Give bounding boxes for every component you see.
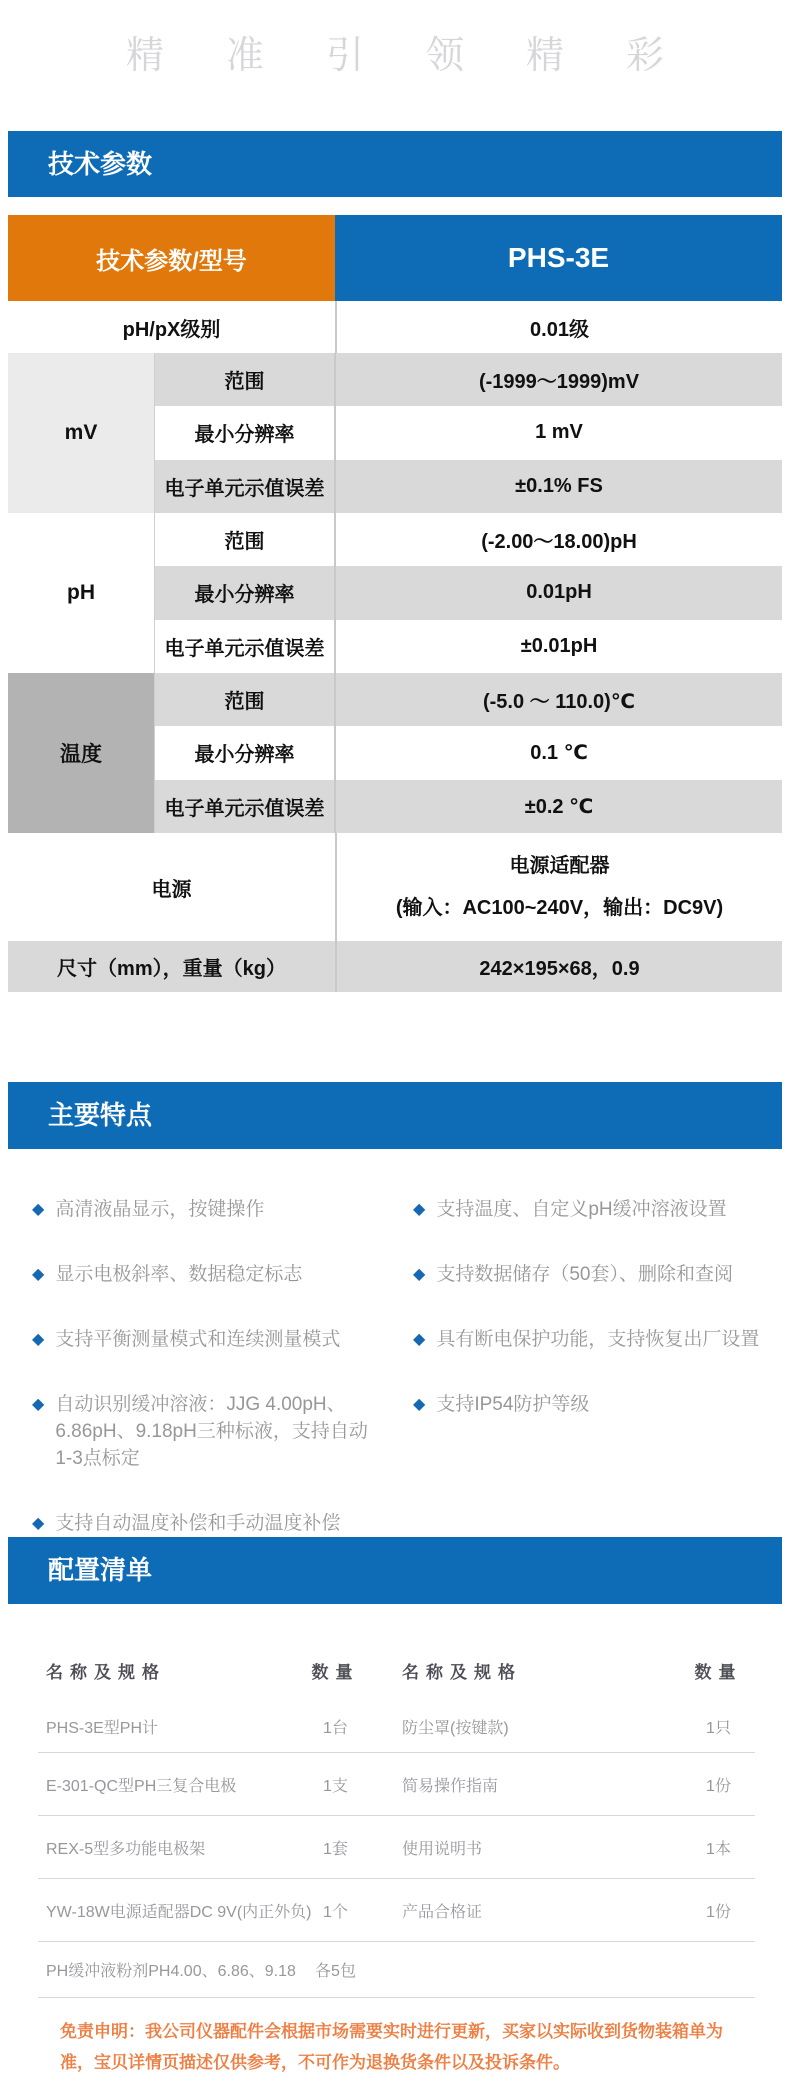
spec-row-size-value: 242×195×68，0.9 xyxy=(335,941,782,992)
config-item-name: 使用说明书 xyxy=(402,1840,483,1858)
disclaimer-text: 免责申明：我公司仪器配件会根据市场需要实时进行更新，买家以实际收到货物装箱单为准，宝贝详情页描述仅供参考，不可作为退换货条件以及投诉条件。 xyxy=(60,2022,723,2072)
row-value: 1 mV xyxy=(334,406,782,459)
config-row xyxy=(38,1700,755,1753)
spec-row-power-value xyxy=(335,833,782,941)
spec-group-temperature-label: 温度 xyxy=(8,673,155,833)
features-column-left xyxy=(32,1196,384,1575)
config-item-name: YW-18W电源适配器DC 9V(内正外负) xyxy=(46,1903,312,1921)
feature-item xyxy=(413,1261,773,1288)
row-label: 范围 xyxy=(224,691,265,714)
config-item-name: E-301-QC型PH三复合电极 xyxy=(46,1777,237,1795)
diamond-bullet-icon: ◆ xyxy=(32,1396,45,1413)
row-value: ±0.2 ℃ xyxy=(334,780,782,833)
diamond-bullet-icon: ◆ xyxy=(413,1201,426,1218)
feature-item xyxy=(413,1196,773,1223)
feature-item xyxy=(32,1326,384,1353)
diamond-bullet-icon: ◆ xyxy=(413,1396,426,1413)
feature-item xyxy=(32,1261,384,1288)
diamond-bullet-icon: ◆ xyxy=(32,1331,45,1348)
feature-text: 支持温度、自定义pH缓冲溶液设置 xyxy=(436,1199,727,1220)
config-item-qty: 1份 xyxy=(706,1777,731,1795)
spec-group-mv-label: mV xyxy=(8,353,155,513)
config-item-qty: 1份 xyxy=(706,1903,731,1921)
section-title-config-list: 配置清单 xyxy=(8,1537,782,1604)
config-header-name-1: 名称及规格 xyxy=(46,1662,166,1682)
power-value-line2: (输入：AC100~240V，输出：DC9V) xyxy=(395,897,724,919)
diamond-bullet-icon: ◆ xyxy=(413,1331,426,1348)
spec-row-grade xyxy=(8,301,782,353)
feature-item xyxy=(413,1326,773,1353)
config-header-qty-2: 数量 xyxy=(694,1662,743,1682)
config-item-qty: 1本 xyxy=(706,1840,731,1858)
config-item-qty: 1套 xyxy=(323,1840,348,1858)
row-label: 最小分辨率 xyxy=(194,744,295,767)
config-row xyxy=(38,1942,755,1998)
diamond-bullet-icon: ◆ xyxy=(32,1266,45,1283)
config-table-header xyxy=(38,1640,755,1700)
spec-group-ph xyxy=(8,513,782,673)
row-label: 电子单元示值误差 xyxy=(164,797,325,820)
feature-text: 支持IP54防护等级 xyxy=(436,1394,590,1415)
spec-row-mv-error xyxy=(155,460,782,513)
row-label: 范围 xyxy=(224,371,265,394)
spec-row-grade-value: 0.01级 xyxy=(335,301,782,353)
feature-text: 支持数据储存（50套）、删除和查阅 xyxy=(436,1264,733,1285)
features-column-right xyxy=(413,1196,773,1456)
section-title-tech-params: 技术参数 xyxy=(8,131,782,197)
spec-row-size-weight xyxy=(8,941,782,992)
feature-text: 自动识别缓冲溶液：JJG 4.00pH、6.86pH、9.18pH三种标液，支持自动1-3点标定 xyxy=(55,1394,368,1469)
spec-group-mv xyxy=(8,353,782,513)
spec-table xyxy=(8,215,782,992)
spec-header-param-model: 技术参数/型号 xyxy=(8,215,335,301)
spec-header-model-value: PHS-3E xyxy=(335,215,782,301)
row-label: 范围 xyxy=(224,531,265,554)
spec-group-ph-label: pH xyxy=(8,513,155,673)
feature-text: 显示电极斜率、数据稳定标志 xyxy=(55,1264,303,1285)
spec-row-grade-label: pH/pX级别 xyxy=(122,318,221,341)
spec-row-power xyxy=(8,833,782,941)
row-value: 0.1 ℃ xyxy=(334,726,782,779)
feature-text: 支持平衡测量模式和连续测量模式 xyxy=(55,1329,341,1350)
section-title-main-features: 主要特点 xyxy=(8,1082,782,1149)
spec-row-ph-resolution xyxy=(155,566,782,619)
config-item-qty: 1台 xyxy=(323,1719,348,1737)
spec-group-temperature xyxy=(8,673,782,833)
config-item-qty: 1支 xyxy=(323,1777,348,1795)
feature-item xyxy=(413,1391,773,1418)
config-row xyxy=(38,1879,755,1942)
spec-row-temp-error xyxy=(155,780,782,833)
spec-row-mv-range xyxy=(155,353,782,406)
config-header-name-2: 名称及规格 xyxy=(402,1662,522,1682)
feature-item xyxy=(32,1510,384,1537)
diamond-bullet-icon: ◆ xyxy=(32,1201,45,1218)
diamond-bullet-icon: ◆ xyxy=(32,1515,45,1532)
config-row xyxy=(38,1753,755,1816)
row-label: 电子单元示值误差 xyxy=(164,637,325,660)
config-row xyxy=(38,1816,755,1879)
watermark-slogan: 精准引领精彩 xyxy=(125,35,726,77)
row-label: 最小分辨率 xyxy=(194,584,295,607)
config-item-name: PHS-3E型PH计 xyxy=(46,1719,159,1737)
config-item-qty: 1只 xyxy=(706,1719,731,1737)
config-item-name: REX-5型多功能电极架 xyxy=(46,1840,206,1858)
spec-row-power-label: 电源 xyxy=(151,878,192,901)
spec-row-temp-resolution xyxy=(155,726,782,779)
config-item-name: 产品合格证 xyxy=(402,1903,483,1921)
spec-row-ph-error xyxy=(155,620,782,673)
config-table xyxy=(38,1640,755,1998)
config-item-qty: 各5包 xyxy=(315,1963,356,1980)
feature-item xyxy=(32,1196,384,1223)
spec-row-ph-range xyxy=(155,513,782,566)
diamond-bullet-icon: ◆ xyxy=(413,1266,426,1283)
spec-row-temp-range xyxy=(155,673,782,726)
row-value: (-1999～1999)mV xyxy=(334,353,782,406)
feature-item xyxy=(32,1391,384,1472)
row-value: 0.01pH xyxy=(334,566,782,619)
row-value: (-5.0 ～ 110.0)℃ xyxy=(334,673,782,726)
row-value: (-2.00～18.00)pH xyxy=(334,513,782,566)
power-value-line1: 电源适配器 xyxy=(509,855,610,877)
feature-text: 高清液晶显示，按键操作 xyxy=(55,1199,265,1220)
config-item-qty: 1个 xyxy=(323,1903,348,1921)
spec-table-header xyxy=(8,215,782,301)
config-item-name: PH缓冲液粉剂PH4.00、6.86、9.18 xyxy=(46,1963,296,1980)
feature-text: 支持自动温度补偿和手动温度补偿 xyxy=(55,1513,341,1534)
row-value: ±0.01pH xyxy=(334,620,782,673)
config-header-qty-1: 数量 xyxy=(311,1662,360,1682)
config-item-name: 简易操作指南 xyxy=(402,1777,499,1795)
spec-row-size-label: 尺寸（mm），重量（kg） xyxy=(57,958,286,980)
spec-row-mv-resolution xyxy=(155,406,782,459)
feature-text: 具有断电保护功能，支持恢复出厂设置 xyxy=(436,1329,760,1350)
row-value: ±0.1% FS xyxy=(334,460,782,513)
config-item-name: 防尘罩(按键款) xyxy=(402,1719,509,1737)
row-label: 电子单元示值误差 xyxy=(164,477,325,500)
row-label: 最小分辨率 xyxy=(194,424,295,447)
